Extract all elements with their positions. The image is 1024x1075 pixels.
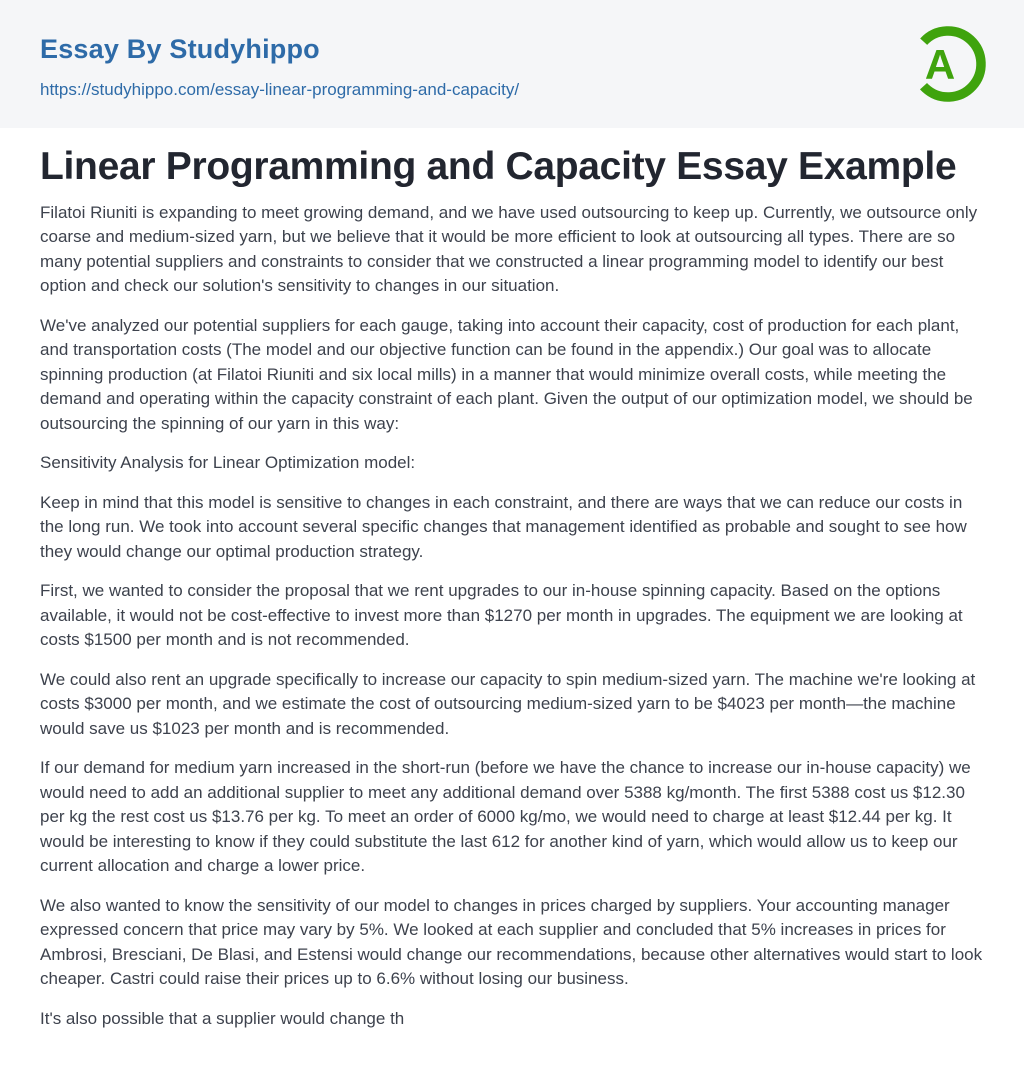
- essay-paragraph: We could also rent an upgrade specifically to increase our capacity to spin medium-sized yarn. The machine we're looking at costs $3000 per month, and we estimate the cost of outsourcing medium-sized yarn to be $4023 per month—the machine would save us $1023 per month and is recommended.: [40, 669, 976, 738]
- essay-title: Linear Programming and Capacity Essay Example: [40, 145, 957, 188]
- site-title: Essay By Studyhippo: [40, 33, 320, 64]
- essay-paragraph: We also wanted to know the sensitivity of our model to changes in prices charged by suppliers. Your accounting manager expressed concern that price may vary by 5%. We looked at each supplier and concluded that 5% increases in prices for Ambrosi, Bresciani, De Blasi, and Estensi would change our recommendations, because other alternatives would start to look cheaper. Castri could raise their prices up to 6.6% without losing our business.: [40, 895, 983, 989]
- page-url-link[interactable]: https://studyhippo.com/essay-linear-programming-and-capacity/: [40, 79, 520, 99]
- header-text-block: [40, 29, 519, 99]
- essay-paragraph: It's also possible that a supplier would change th: [40, 1008, 405, 1028]
- essay-paragraph: Sensitivity Analysis for Linear Optimization model:: [40, 453, 416, 473]
- page-header: [0, 0, 1024, 128]
- essay-body: [40, 201, 984, 1032]
- essay-paragraph: We've analyzed our potential suppliers for each gauge, taking into account their capacity, cost of production for each plant, and transportation costs (The model and our objective function can be found in the appendix.) Our goal was to allocate spinning production (at Filatoi Riuniti and six local mills) in a manner that would minimize overall costs, while meeting the demand and operating within the capacity constraint of each plant. Given the output of our optimization model, we should be outsourcing the spinning of our yarn in this way:: [40, 315, 973, 433]
- essay-paragraph: Keep in mind that this model is sensitive to changes in each constraint, and there are ways that we can reduce our costs in the long run. We took into account several specific changes that management identified as probable and sought to see how they would change our optimal production strategy.: [40, 492, 967, 561]
- logo-svg: [908, 24, 988, 104]
- studyhippo-logo: [908, 24, 988, 104]
- essay-page: [0, 145, 1024, 1031]
- logo-letter: A: [924, 41, 956, 88]
- essay-paragraph: Filatoi Riuniti is expanding to meet growing demand, and we have used outsourcing to keep up. Currently, we outsource only coarse and medium-sized yarn, but we believe that it would be more efficient to look at outsourcing all types. There are so many potential suppliers and constraints to consider that we constructed a linear programming model to identify our best option and check our solution's sensitivity to changes in our situation.: [40, 202, 978, 296]
- essay-paragraph: First, we wanted to consider the proposal that we rent upgrades to our in-house spinning capacity. Based on the options available, it would not be cost-effective to invest more than $1270 per month in upgrades. The equipment we are looking at costs $1500 per month and is not recommended.: [40, 581, 963, 650]
- essay-paragraph: If our demand for medium yarn increased in the short-run (before we have the chance to increase our in-house capacity) we would need to add an additional supplier to meet any additional demand over 5388 kg/month. The first 5388 cost us $12.30 per kg the rest cost us $13.76 per kg. To meet an order of 6000 kg/mo, we would need to charge at least $12.44 per kg. It would be interesting to know if they could substitute the last 612 for another kind of yarn, which would allow us to keep our current allocation and charge a lower price.: [40, 758, 971, 876]
